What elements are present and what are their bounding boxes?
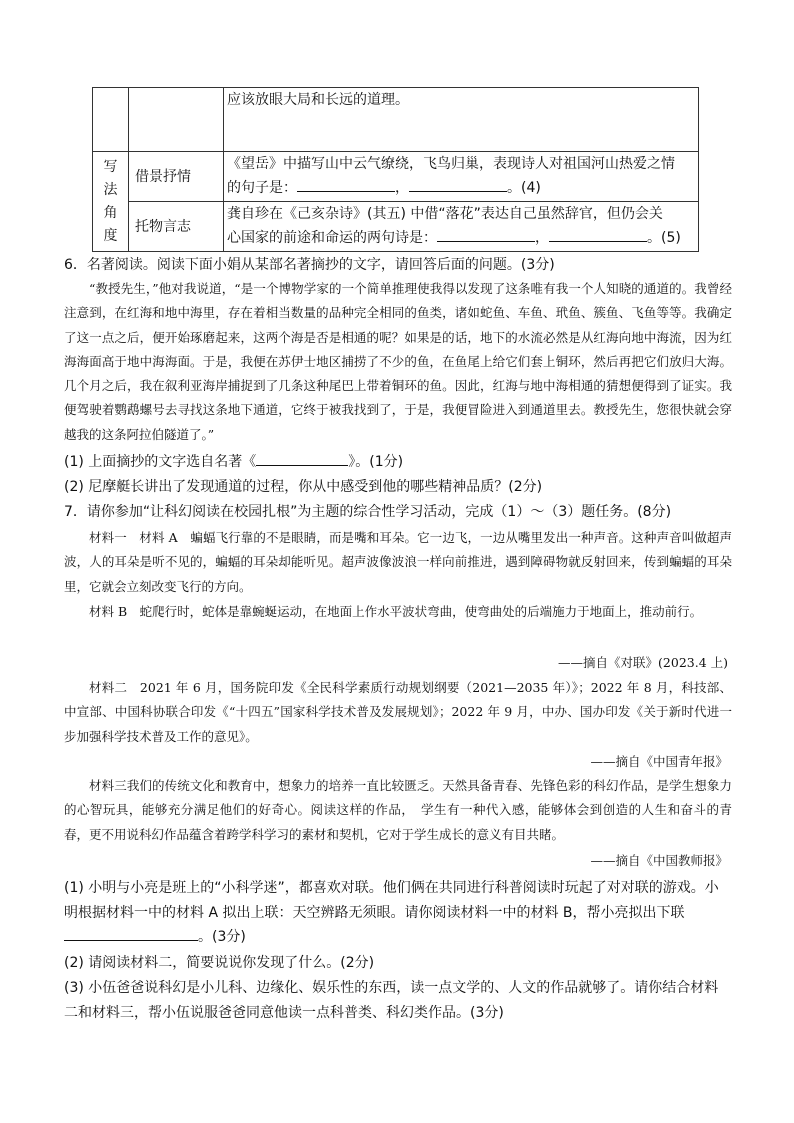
couplet-blank[interactable] — [64, 926, 198, 941]
q7-material1a — [64, 526, 732, 599]
source-citation: ——摘自《中国青年报》 — [590, 754, 728, 769]
material-text: 材料二 2021 年 6 月，国务院印发《全民科学素质行动规划纲要（2021—2035 年）》；2022 年 8 月，科技部、中宣部、中国科协联合印发《“十四五”国家科学技术普及发展规划》；2022 年 9 月，中办、国办印发《关于新时代进一步加强科学技术普及工作的意见》。 — [64, 680, 732, 744]
row1-line2: 的句子是： ， 。(4) — [227, 176, 695, 200]
answer-blank[interactable] — [297, 177, 395, 192]
source-citation: ——摘自《对联》(2023.4 上) — [558, 655, 728, 670]
technique-label: 托物言志 — [129, 202, 224, 252]
material-text: 材料 B 蛇爬行时，蛇体是靠蜿蜒运动，在地面上作水平波状弯曲，使弯曲处的后端施力于地面上，推动前行。 — [89, 604, 703, 619]
empty-cell — [93, 88, 129, 152]
q6-title: 6．名著阅读。阅读下面小娟从某部名著摘抄的文字，请回答后面的问题。(3分) — [64, 257, 555, 273]
q7-sub1-suffix: 。(3分) — [198, 929, 246, 945]
row0-text: 应该放眼大局和长远的道理。 — [227, 92, 409, 108]
answer-blank[interactable] — [549, 227, 647, 242]
q7-material2 — [64, 676, 732, 749]
row1-prefix: 的句子是： — [227, 180, 297, 196]
excerpt-text: “教授先生，”他对我说道，“是一个博物学家的一个简单推理使我得以发现了这条唯有我一个人知晓的通道的。我曾经注意到，在红海和地中海里，存在着相当数量的品种完全相同的鱼类，诸如蛇鱼、车鱼、玳鱼、簇鱼、飞鱼等等。我确定了这一点之后，便开始琢磨起来，这两个海是否是相通的呢？如果是的话，地下的水流必然是从红海向地中海流，因为红海海面高于地中海海面。于是，我便在苏伊士地区捕捞了不少的鱼，在鱼尾上给它们套上铜环，然后再把它们放归大海。几个月之后，我在叙利亚海岸捕捉到了几条这种尾巴上带着铜环的鱼。因此，红海与地中海相通的猜想便得到了证实。我便驾驶着鹦鹉螺号去寻找这条地下通道，它终于被我找到了，于是，我便冒险进入到通道里去。教授先生，您很快就会穿越我的这条阿拉伯隧道了。” — [64, 281, 732, 442]
q6-sub1 — [64, 450, 732, 474]
material-text: 材料一 材料 A 蝙蝠飞行靠的不是眼睛，而是嘴和耳朵。它一边飞，一边从嘴里发出一种声音。这种声音叫做超声波，人的耳朵是听不见的，蝙蝠的耳朵却能听见。超声波像波浪一样向前推进，遇到障碍物就反射回来，传到蝙蝠的耳朵里，它就会立刻改变飞行的方向。 — [64, 530, 732, 594]
q7-sub1-line1: (1) 小明与小亮是班上的“小科学迷”，都喜欢对联。他们俩在共同进行科普阅读时玩起了对对联的游戏。小 — [64, 880, 719, 896]
source-citation: ——摘自《中国教师报》 — [590, 853, 728, 868]
answer-blank[interactable] — [409, 177, 507, 192]
table-cell — [224, 202, 699, 252]
table-cell — [224, 88, 699, 152]
q7-sub1 — [64, 876, 732, 950]
group-label-char: 角 — [103, 204, 118, 221]
q7-sub3 — [64, 976, 732, 1025]
group-label-char: 写 — [103, 158, 118, 175]
q6-sub2: (2) 尼摩艇长讲出了发现通道的过程，你从中感受到他的哪些精神品质？(2分) — [64, 479, 543, 495]
q7-sub3-line2: 二和材料三，帮小伍说服爸爸同意他读一点科普类、科幻类作品。(3分) — [64, 1004, 504, 1021]
table-row — [93, 88, 699, 152]
book-title-blank[interactable] — [256, 451, 348, 466]
q6-sub1-prefix: (1) 上面摘抄的文字选自名著《 — [64, 454, 257, 470]
q6-excerpt — [64, 277, 732, 447]
row2-line1: 龚自珍在《己亥杂诗》(其五) 中借“落花”表达自己虽然辞官，但仍会关 — [227, 206, 663, 222]
q7-material3 — [64, 774, 732, 847]
group-label-char: 度 — [103, 227, 118, 244]
row1-suffix: 。(4) — [507, 180, 541, 196]
material-text: 材料三我们的传统文化和教育中，想象力的培养一直比较匮乏。天然具备青春、先锋色彩的科幻作品，是学生想象力的心智玩具，能够充分满足他们的好奇心。阅读这样的作品， 学生有一种代入感，能够体会到创造的人生和奋斗的青春，更不用说科幻作品蕴含着跨学科学习的素材和契机，它对于学生成长的意义有目共睹。 — [64, 778, 732, 842]
table-row — [93, 202, 699, 252]
q6-sub1-suffix: 》。(1分) — [348, 454, 404, 470]
row1-line1: 《望岳》中描写山中云气缭绕，飞鸟归巢，表现诗人对祖国河山热爱之情 — [227, 156, 675, 172]
empty-cell — [129, 88, 224, 152]
q7-sub1-line2: 明根据材料一中的材料 A 拟出上联：天空辨路无须眼。请你阅读材料一中的材料 B，帮小亮拟出下联 — [64, 904, 685, 921]
row2-suffix: 。(5) — [647, 230, 681, 246]
group-label-char: 法 — [103, 181, 118, 198]
row2-line2: 心国家的前途和命运的两句诗是： ， 。(5) — [227, 226, 695, 250]
q7-sub1-line3 — [64, 925, 732, 950]
answer-blank[interactable] — [437, 227, 535, 242]
q7-sub3-line1: (3) 小伍爸爸说科幻是小儿科、边缘化、娱乐性的东西，读一点文学的、人文的作品就够了。请你结合材料 — [64, 980, 719, 996]
group-label-cell — [93, 152, 129, 252]
row2-prefix: 心国家的前途和命运的两句诗是： — [227, 230, 437, 246]
table-row — [93, 152, 699, 202]
poetry-table — [92, 87, 699, 252]
q7-title: 7．请你参加“让科幻阅读在校园扎根”为主题的综合性学习活动，完成（1）～（3）题任务。(8分) — [64, 504, 672, 520]
table-cell — [224, 152, 699, 202]
q7-material1b — [64, 600, 732, 624]
q7-sub2: (2) 请阅读材料二，简要说说你发现了什么。(2分) — [64, 955, 375, 971]
technique-label: 借景抒情 — [129, 152, 224, 202]
